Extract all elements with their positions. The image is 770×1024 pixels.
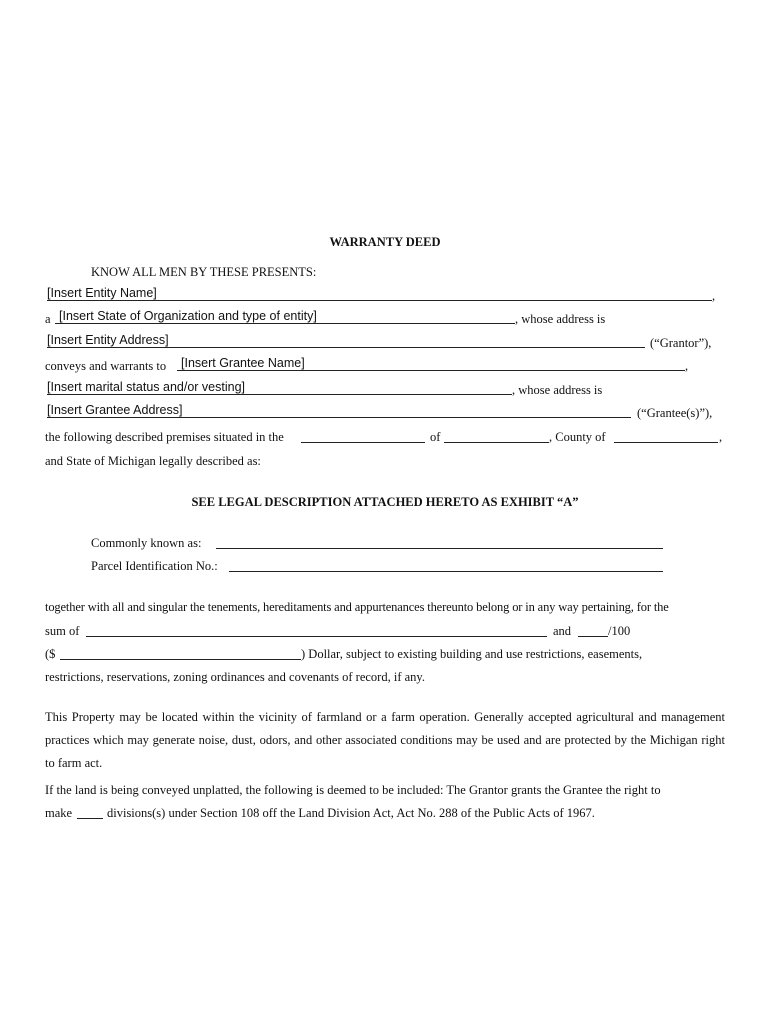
- make-label: make: [45, 806, 73, 820]
- farm-paragraph: This Property may be located within the vicinity of farmland or a farm operation. Generally accepted agricultural and management practices which may generate noise, dust, odors, and other associated conditions may be used and are protected by the Michigan right to farm act.: [45, 710, 725, 770]
- dollar-prefix: ($: [45, 647, 56, 661]
- restrictions-text: restrictions, reservations, zoning ordinances and covenants of record, if any.: [45, 670, 425, 684]
- whose-address-label-1: , whose address is: [515, 312, 606, 326]
- county-comma: ,: [719, 430, 723, 444]
- premises-city-underline[interactable]: [301, 442, 425, 443]
- entity-name-comma: ,: [712, 289, 716, 303]
- state-org-field[interactable]: [Insert State of Organization and type of entity]: [59, 309, 317, 323]
- entity-name-field[interactable]: [Insert Entity Name]: [47, 286, 157, 300]
- grantor-label: (“Grantor”),: [650, 336, 712, 350]
- grantee-name-underline: [177, 370, 685, 371]
- grantee-address-field[interactable]: [Insert Grantee Address]: [47, 403, 183, 417]
- unplatted-text: If the land is being conveyed unplatted, the following is deemed to be included: The Grantor grants the Grantee the right to: [45, 783, 661, 797]
- entity-name-underline: [47, 300, 712, 301]
- whose-address-label-2: , whose address is: [512, 383, 603, 397]
- marital-status-underline: [47, 394, 512, 395]
- marital-status-field[interactable]: [Insert marital status and/or vesting]: [47, 380, 246, 394]
- cents-underline[interactable]: [578, 636, 608, 637]
- grantee-address-underline: [47, 417, 631, 418]
- county-underline[interactable]: [614, 442, 718, 443]
- grantee-name-field[interactable]: [Insert Grantee Name]: [181, 356, 305, 370]
- commonly-known-label: Commonly known as:: [91, 536, 202, 550]
- grantees-label: (“Grantee(s)”),: [637, 406, 713, 420]
- per-100-label: /100: [608, 624, 631, 638]
- premises-township-underline[interactable]: [444, 442, 549, 443]
- divisions-text: divisions(s) under Section 108 off the Land Division Act, Act No. 288 of the Public Acts of 1967.: [107, 806, 595, 820]
- document-title: WARRANTY DEED: [329, 235, 441, 249]
- parcel-id-underline[interactable]: [229, 571, 663, 572]
- dollar-underline[interactable]: [60, 659, 301, 660]
- intro-text: KNOW ALL MEN BY THESE PRESENTS:: [91, 265, 317, 279]
- legal-description-heading: SEE LEGAL DESCRIPTION ATTACHED HERETO AS EXHIBIT “A”: [191, 495, 579, 509]
- entity-address-field[interactable]: [Insert Entity Address]: [47, 333, 169, 347]
- dollar-suffix: ) Dollar, subject to existing building and use restrictions, easements,: [301, 647, 643, 661]
- divisions-count-underline[interactable]: [77, 818, 103, 819]
- commonly-known-underline[interactable]: [216, 548, 663, 549]
- michigan-label: and State of Michigan legally described as:: [45, 454, 261, 468]
- grantee-name-comma: ,: [685, 359, 689, 373]
- together-text: together with all and singular the tenements, hereditaments and appurtenances thereunto belong or in any way pertaining, for the: [45, 600, 669, 614]
- of-label: of: [430, 430, 441, 444]
- county-of-label: , County of: [549, 430, 606, 444]
- sum-underline[interactable]: [86, 636, 547, 637]
- a-label: a: [45, 312, 51, 326]
- entity-address-underline: [47, 347, 645, 348]
- conveys-label: conveys and warrants to: [45, 359, 167, 373]
- sum-of-label: sum of: [45, 624, 80, 638]
- premises-label: the following described premises situated in the: [45, 430, 284, 444]
- and-label: and: [553, 624, 572, 638]
- parcel-id-label: Parcel Identification No.:: [91, 559, 218, 573]
- state-org-underline: [55, 323, 515, 324]
